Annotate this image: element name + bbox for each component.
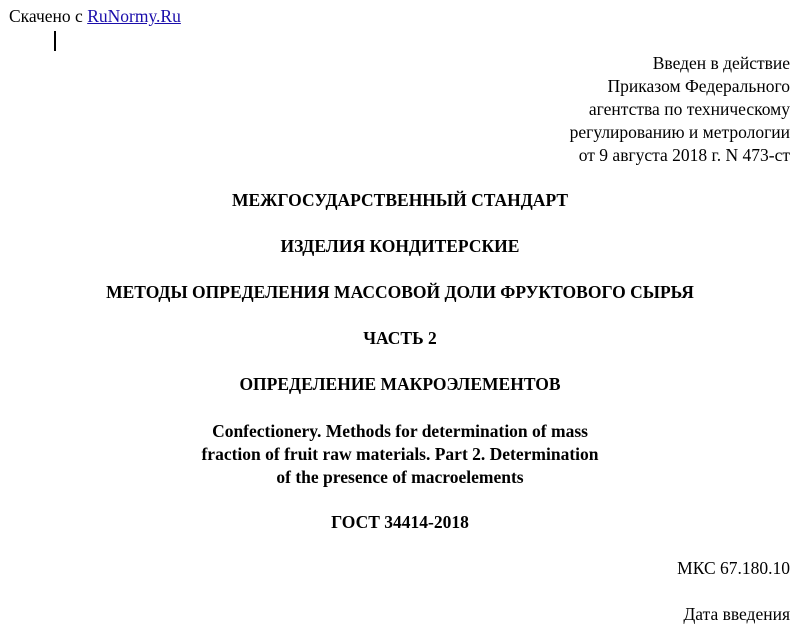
part-heading: ЧАСТЬ 2 xyxy=(363,328,437,348)
english-title-line: of the presence of macroelements xyxy=(276,467,524,487)
methods-heading: МЕТОДЫ ОПРЕДЕЛЕНИЯ МАССОВОЙ ДОЛИ ФРУКТОВОГО СЫРЬЯ xyxy=(106,282,694,302)
subject-heading: ОПРЕДЕЛЕНИЕ МАКРОЭЛЕМЕНТОВ xyxy=(239,374,561,394)
runormy-link[interactable]: RuNormy.Ru xyxy=(87,6,181,26)
mks-code: МКС 67.180.10 xyxy=(677,558,790,578)
source-line xyxy=(9,6,181,27)
approval-line: регулированию и метрологии xyxy=(569,122,790,142)
english-title-line: fraction of fruit raw materials. Part 2. Determination xyxy=(201,444,599,464)
english-title xyxy=(0,420,800,489)
approval-line: Введен в действие xyxy=(652,53,790,73)
approval-line: от 9 августа 2018 г. N 473-ст xyxy=(578,145,790,165)
product-heading: ИЗДЕЛИЯ КОНДИТЕРСКИЕ xyxy=(280,236,520,256)
approval-line: Приказом Федерального xyxy=(607,76,790,96)
intro-date-label: Дата введения xyxy=(683,604,790,624)
english-title-line: Confectionery. Methods for determination of mass xyxy=(212,421,588,441)
standard-type-heading: МЕЖГОСУДАРСТВЕННЫЙ СТАНДАРТ xyxy=(231,190,569,210)
source-prefix: Скачено с xyxy=(9,6,88,26)
text-cursor xyxy=(54,31,56,51)
approval-block xyxy=(570,52,790,167)
gost-designation: ГОСТ 34414-2018 xyxy=(331,512,469,532)
approval-line: агентства по техническому xyxy=(588,99,790,119)
